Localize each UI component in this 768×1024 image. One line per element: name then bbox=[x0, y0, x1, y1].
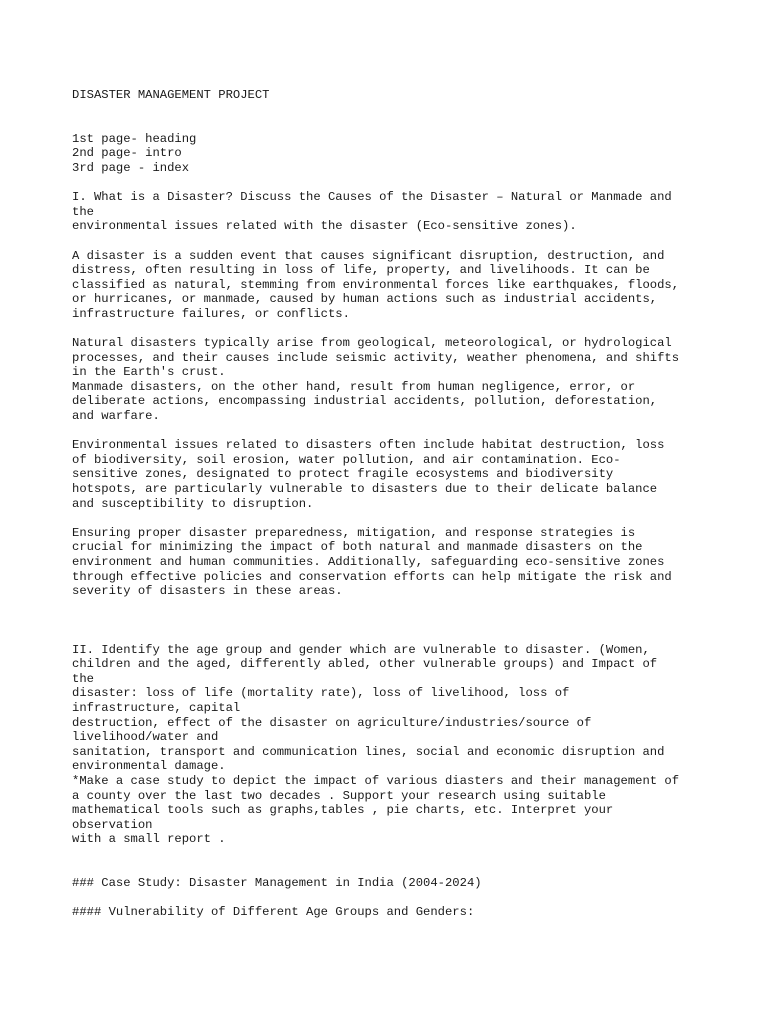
question-2-line: sanitation, transport and communication lines, social and economic disruption and bbox=[72, 744, 665, 759]
paragraph-1-line: infrastructure failures, or conflicts. bbox=[72, 306, 350, 321]
paragraph-4-line: Ensuring proper disaster preparedness, mitigation, and response strategies is bbox=[72, 525, 636, 540]
question-2-line: environmental damage. bbox=[72, 759, 226, 774]
paragraph-2-line: in the Earth's crust. bbox=[72, 365, 226, 380]
question-2-line: infrastructure, capital bbox=[72, 700, 241, 715]
question-2-line: livelihood/water and bbox=[72, 730, 219, 745]
question-2-line: the bbox=[72, 671, 94, 686]
paragraph-4-line: environment and human communities. Additionally, safeguarding eco-sensitive zones bbox=[72, 555, 665, 569]
question-1-line: environmental issues related with the disaster (Eco-sensitive zones). bbox=[72, 219, 577, 234]
paragraph-2-line: Manmade disasters, on the other hand, result from human negligence, error, or bbox=[72, 379, 636, 394]
paragraph-3-line: Environmental issues related to disasters often include habitat destruction, loss bbox=[72, 438, 665, 453]
question-2-line: observation bbox=[72, 817, 153, 832]
paragraph-2-line: deliberate actions, encompassing industrial accidents, pollution, deforestation, bbox=[72, 394, 658, 409]
paragraph-4-line: through effective policies and conservation efforts can help mitigate the risk and bbox=[72, 569, 672, 584]
question-2-line: children and the aged, differently abled, other vulnerable groups) and Impact of bbox=[72, 657, 658, 672]
paragraph-3-line: sensitive zones, designated to protect fragile ecosystems and biodiversity bbox=[72, 467, 614, 482]
question-2-line: mathematical tools such as graphs,tables , pie charts, etc. Interpret your bbox=[72, 803, 614, 818]
question-2-line: with a small report . bbox=[72, 832, 226, 847]
paragraph-3-line: and susceptibility to disruption. bbox=[72, 496, 314, 511]
question-1-line: I. What is a Disaster? Discuss the Causes of the Disaster – Natural or Manmade and bbox=[72, 190, 672, 205]
outline-item: 3rd page - index bbox=[72, 160, 190, 175]
paragraph-1-line: classified as natural, stemming from environmental forces like earthquakes, floods, bbox=[72, 277, 680, 292]
paragraph-2-line: Natural disasters typically arise from geological, meteorological, or hydrological bbox=[72, 336, 672, 351]
paragraph-1-line: or hurricanes, or manmade, caused by human actions such as industrial accidents, bbox=[72, 292, 658, 307]
case-study-heading: ### Case Study: Disaster Management in India (2004-2024) bbox=[72, 876, 482, 891]
question-2-line: a county over the last two decades . Support your research using suitable bbox=[72, 788, 606, 803]
question-1-line: the bbox=[72, 204, 94, 219]
paragraph-3-line: of biodiversity, soil erosion, water pollution, and air contamination. Eco- bbox=[72, 452, 621, 467]
document-page bbox=[72, 88, 712, 920]
outline-item: 2nd page- intro bbox=[72, 146, 182, 161]
paragraph-1-line: A disaster is a sudden event that causes significant disruption, destruction, and bbox=[72, 248, 665, 263]
paragraph-4-line: crucial for minimizing the impact of both natural and manmade disasters on the bbox=[72, 540, 643, 555]
question-2-line: disaster: loss of life (mortality rate), loss of livelihood, loss of bbox=[72, 686, 570, 701]
question-2-line: *Make a case study to depict the impact of various diasters and their management of bbox=[72, 773, 680, 788]
paragraph-2-line: processes, and their causes include seismic activity, weather phenomena, and shifts bbox=[72, 350, 680, 365]
vulnerability-heading: #### Vulnerability of Different Age Groups and Genders: bbox=[72, 905, 475, 920]
document-title: DISASTER MANAGEMENT PROJECT bbox=[72, 88, 270, 102]
paragraph-4-line: severity of disasters in these areas. bbox=[72, 584, 343, 599]
paragraph-3-line: hotspots, are particularly vulnerable to disasters due to their delicate balance bbox=[72, 482, 658, 497]
question-2-line: destruction, effect of the disaster on agriculture/industries/source of bbox=[72, 715, 592, 730]
question-2-line: II. Identify the age group and gender which are vulnerable to disaster. (Women, bbox=[72, 642, 650, 657]
paragraph-2-line: and warfare. bbox=[72, 409, 160, 424]
paragraph-1-line: distress, often resulting in loss of life, property, and livelihoods. It can be bbox=[72, 263, 650, 278]
outline-item: 1st page- heading bbox=[72, 131, 197, 146]
